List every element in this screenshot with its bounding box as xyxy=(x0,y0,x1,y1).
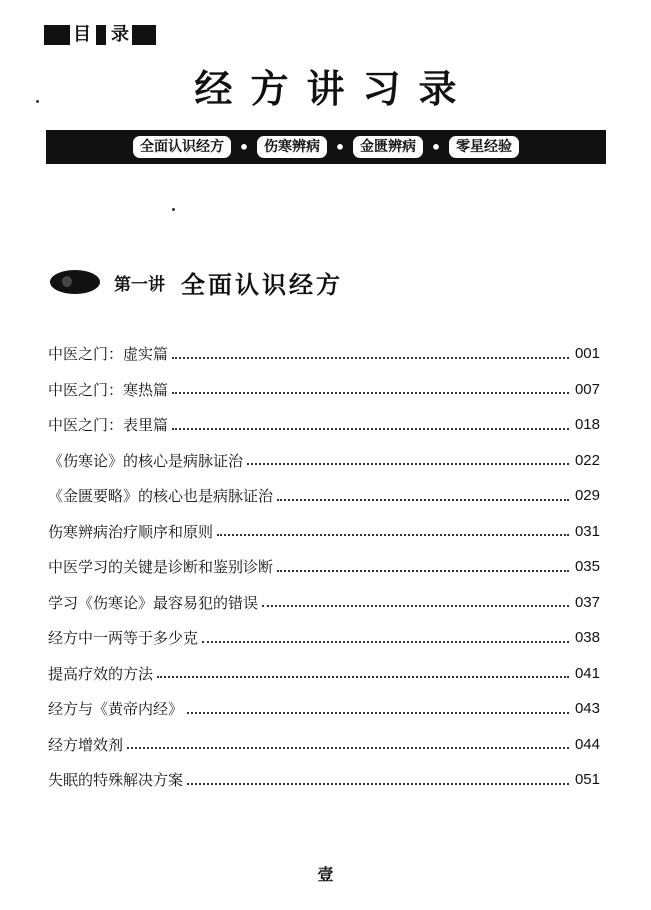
stray-dot xyxy=(36,100,39,103)
entry-page: 022 xyxy=(574,451,600,469)
toc-entry[interactable] xyxy=(48,585,600,621)
toc-label-char-1: 目 xyxy=(73,24,91,45)
toc-entry[interactable] xyxy=(48,443,600,479)
separator-bullet: • xyxy=(334,137,346,157)
toc-entry[interactable] xyxy=(48,478,600,514)
entry-title: 提高疗效的方法 xyxy=(48,664,154,683)
section-tab-overview[interactable]: 全面认识经方 xyxy=(133,136,231,158)
entry-page: 001 xyxy=(574,345,600,363)
dot-leader xyxy=(277,570,569,572)
toc-label-char-2: 录 xyxy=(111,24,129,45)
dot-leader xyxy=(247,463,569,465)
entry-page: 043 xyxy=(574,700,600,718)
chapter-title: 全面认识经方 xyxy=(181,269,343,299)
section-bar xyxy=(46,130,606,164)
toc-entry[interactable] xyxy=(48,549,600,585)
chapter-number: 第一讲 xyxy=(114,274,165,295)
dot-leader xyxy=(187,712,569,714)
entry-title: 学习《伤寒论》最容易犯的错误 xyxy=(48,593,259,612)
entry-title: 中医之门：虚实篇 xyxy=(48,345,169,364)
chapter-badge-inner xyxy=(62,276,72,287)
label-block-left xyxy=(44,25,70,45)
chapter-heading xyxy=(50,262,343,302)
toc-entry[interactable] xyxy=(48,407,600,443)
toc-entry[interactable] xyxy=(48,691,600,727)
entry-title: 中医学习的关键是诊断和鉴别诊断 xyxy=(48,558,274,577)
section-tab-shanghan[interactable]: 伤寒辨病 xyxy=(257,136,327,158)
dot-leader xyxy=(172,428,569,430)
label-block-right xyxy=(132,25,156,45)
toc-entry[interactable] xyxy=(48,372,600,408)
dot-leader xyxy=(172,392,569,394)
toc-entry[interactable] xyxy=(48,762,600,798)
chapter-badge-icon xyxy=(50,270,100,294)
toc-entry[interactable] xyxy=(48,656,600,692)
entry-page: 007 xyxy=(574,380,600,398)
dot-leader xyxy=(277,499,569,501)
entry-page: 041 xyxy=(574,664,600,682)
stray-dot xyxy=(172,208,175,211)
section-tab-jingui[interactable]: 金匮辨病 xyxy=(353,136,423,158)
entry-page: 018 xyxy=(574,416,600,434)
dot-leader xyxy=(127,747,569,749)
dot-leader xyxy=(202,641,569,643)
entry-title: 《伤寒论》的核心是病脉证治 xyxy=(48,451,244,470)
toc-entry[interactable] xyxy=(48,727,600,763)
entry-title: 中医之门：表里篇 xyxy=(48,416,169,435)
entry-page: 051 xyxy=(574,771,600,789)
entry-title: 经方中一两等于多少克 xyxy=(48,629,199,648)
toc-entry[interactable] xyxy=(48,514,600,550)
entry-page: 038 xyxy=(574,629,600,647)
entry-page: 035 xyxy=(574,558,600,576)
dot-leader xyxy=(172,357,569,359)
entry-title: 经方与《黄帝内经》 xyxy=(48,700,184,719)
toc-list xyxy=(48,336,600,798)
entry-title: 中医之门：寒热篇 xyxy=(48,380,169,399)
dot-leader xyxy=(262,605,569,607)
entry-page: 031 xyxy=(574,522,600,540)
separator-bullet: • xyxy=(238,137,250,157)
toc-entry[interactable] xyxy=(48,620,600,656)
entry-page: 029 xyxy=(574,487,600,505)
label-block-middle xyxy=(96,25,106,45)
entry-title: 伤寒辨病治疗顺序和原则 xyxy=(48,522,214,541)
dot-leader xyxy=(187,783,569,785)
dot-leader xyxy=(157,676,569,678)
entry-title: 《金匮要略》的核心也是病脉证治 xyxy=(48,487,274,506)
section-tab-experience[interactable]: 零星经验 xyxy=(449,136,519,158)
entry-title: 失眠的特殊解决方案 xyxy=(48,771,184,790)
entry-title: 经方增效剂 xyxy=(48,735,124,754)
entry-page: 044 xyxy=(574,735,600,753)
toc-entry[interactable] xyxy=(48,336,600,372)
dot-leader xyxy=(217,534,569,536)
page-number: 壹 xyxy=(317,865,334,884)
toc-label xyxy=(44,24,176,46)
separator-bullet: • xyxy=(430,137,442,157)
entry-page: 037 xyxy=(574,593,600,611)
book-title: 经方讲习录 xyxy=(194,66,475,111)
